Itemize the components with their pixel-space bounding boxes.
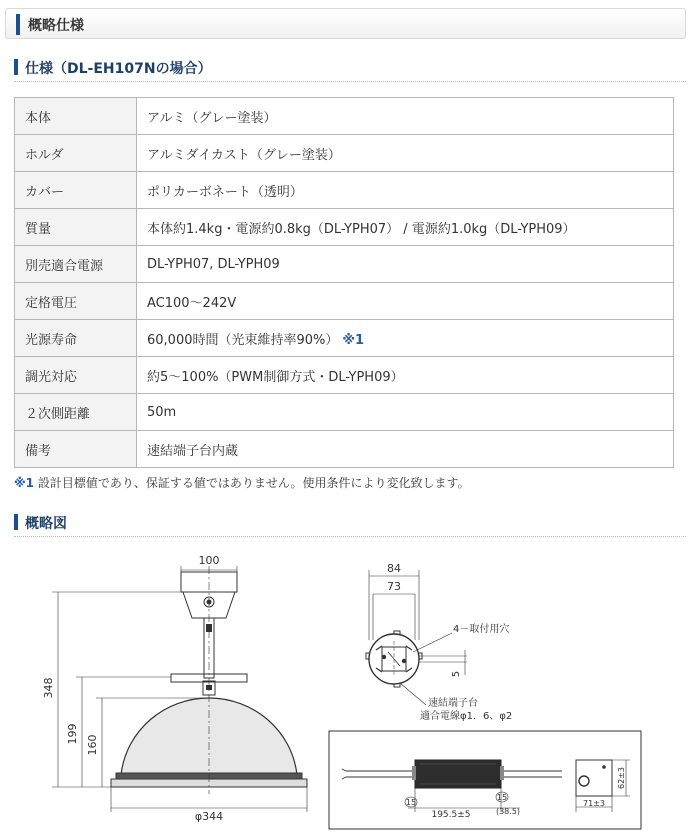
dim-199: 199: [66, 723, 79, 745]
spec-value-cell: [137, 320, 674, 357]
lamp-front-view: [42, 554, 307, 823]
spec-value-cell: [137, 394, 674, 431]
spec-value-cell: [137, 98, 674, 135]
spec-value: アルミダイカスト（グレー塗装）: [147, 147, 341, 163]
footnote-text: 設計目標値であり、保証する値ではありません。使用条件により変化致します。: [34, 476, 470, 490]
spec-key: 光源寿命: [15, 320, 137, 357]
spec-value: 速結端子台内蔵: [147, 443, 239, 459]
dim-73: 73: [387, 580, 401, 593]
spec-value: 約5〜100%（PWM制御方式・DL-YPH09）: [147, 369, 404, 385]
spec-value-cell: [137, 283, 674, 320]
spec-value: DL-YPH07, DL-YPH09: [147, 256, 280, 272]
spec-row: [15, 98, 674, 135]
spec-section-header: [14, 57, 686, 82]
spec-table: [14, 97, 674, 468]
spec-key: ２次側距離: [15, 394, 137, 431]
page-title: 概略仕様: [28, 18, 84, 34]
spec-row: [15, 320, 674, 357]
spec-value: 50m: [147, 404, 177, 420]
footnote: [14, 474, 470, 491]
dim-344: φ344: [194, 810, 224, 823]
power-supply-drawing: [329, 731, 641, 829]
spec-section-title: 仕様（DL-EH107Nの場合）: [25, 61, 212, 77]
spec-key: カバー: [15, 172, 137, 209]
spec-key: 別売適合電源: [15, 246, 137, 283]
spec-key: ホルダ: [15, 135, 137, 172]
spec-key: 質量: [15, 209, 137, 246]
diagram-section-header: [14, 512, 686, 537]
spec-row: [15, 172, 674, 209]
spec-value-cell: [137, 209, 674, 246]
spec-key: 定格電圧: [15, 283, 137, 320]
spec-value: 60,000時間（光束維持率90%）: [147, 332, 339, 348]
spec-value: 本体約1.4kg・電源約0.8kg（DL-YPH07） / 電源約1.0kg（DL-YPH09）: [147, 221, 576, 237]
spec-value-cell: [137, 135, 674, 172]
header-accent-bar: [16, 14, 20, 35]
dim-15-right: 15: [496, 793, 508, 802]
mounting-holes-label: 4－取付用穴: [453, 624, 510, 635]
dim-15-left: 15: [405, 798, 417, 807]
spec-key: 備考: [15, 431, 137, 468]
diagram-section-title: 概略図: [25, 516, 67, 532]
dim-195: 195.5±5: [431, 810, 471, 820]
spec-key: 調光対応: [15, 357, 137, 394]
spec-row: [15, 394, 674, 431]
dim-62: 62±3: [617, 767, 626, 789]
header-accent-bar: [14, 59, 18, 75]
spec-value: ポリカーボネート（透明）: [147, 184, 303, 200]
dim-348: 348: [42, 677, 55, 699]
spec-row: [15, 357, 674, 394]
section-header-overview: [5, 8, 686, 39]
spec-value: アルミ（グレー塗装）: [147, 110, 277, 126]
dim-38: (38.5): [495, 807, 521, 816]
spec-value-cell: [137, 172, 674, 209]
spec-value-cell: [137, 431, 674, 468]
dim-100: 100: [198, 554, 220, 567]
dim-160: 160: [86, 734, 99, 756]
spec-row: [15, 431, 674, 468]
spec-value-cell: [137, 246, 674, 283]
note-reference: ※1: [342, 332, 365, 348]
header-accent-bar: [14, 514, 18, 530]
spec-row: [15, 246, 674, 283]
spec-row: [15, 135, 674, 172]
outline-drawing: [0, 540, 693, 832]
spec-value-cell: [137, 357, 674, 394]
footnote-mark: ※1: [14, 476, 35, 490]
terminal-label: 速結端子台: [428, 698, 478, 709]
dim-84: 84: [387, 562, 401, 575]
holder-plan-view: [366, 562, 512, 722]
dim-5: 5: [451, 670, 462, 678]
spec-row: [15, 283, 674, 320]
spec-value: AC100〜242V: [147, 295, 237, 311]
dim-71: 71±3: [583, 799, 605, 808]
wire-label: 適合電線φ1．6、φ2: [420, 711, 513, 722]
spec-row: [15, 209, 674, 246]
spec-key: 本体: [15, 98, 137, 135]
